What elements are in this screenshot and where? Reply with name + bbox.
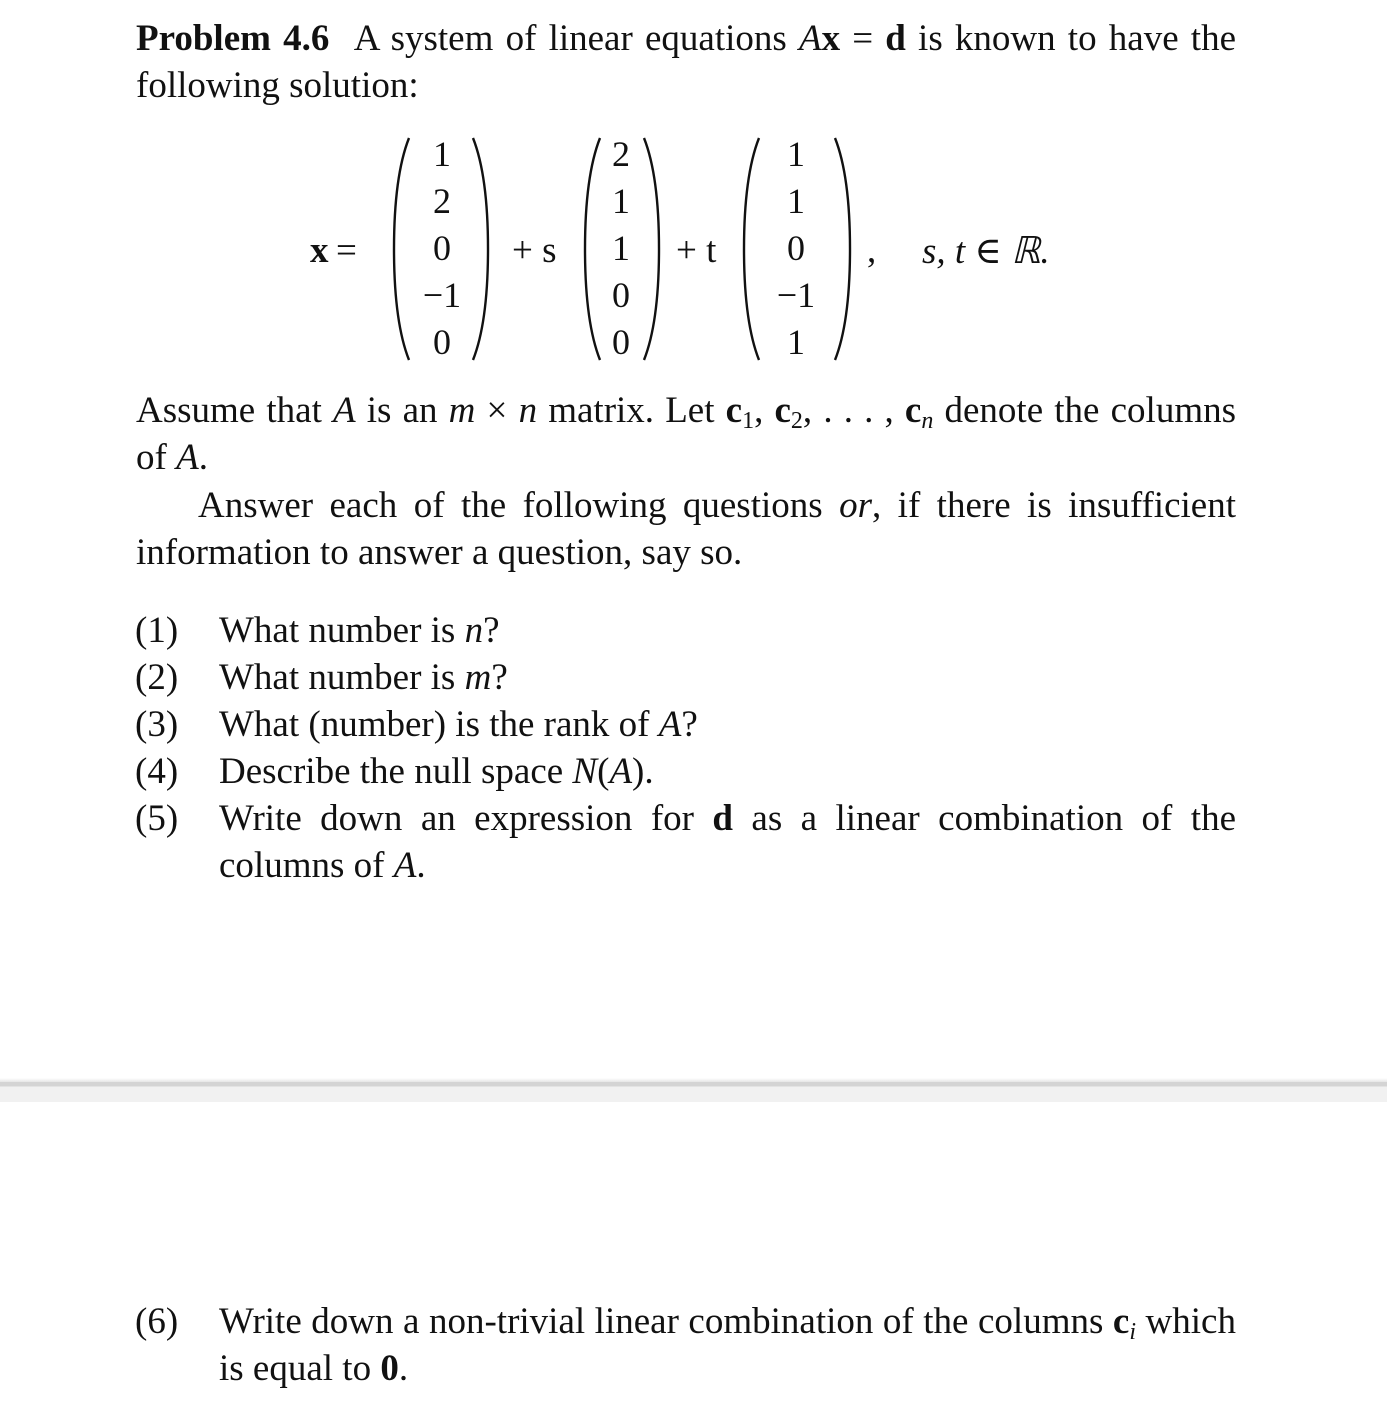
- right-paren: [641, 136, 661, 362]
- assumption-paragraph: Assume that A is an m × n matrix. Let $c_1$, $c_2$, . . . , $c_n$ denote the columns of A.: [136, 390, 1237, 478]
- question-number: (5): [135, 798, 179, 839]
- t-direction-vector: [742, 128, 852, 368]
- question-number: (2): [135, 657, 179, 698]
- vector-entry: 0: [433, 322, 451, 362]
- vector-entry: 1: [787, 322, 805, 362]
- vector-entry: 0: [433, 228, 451, 268]
- question-1: What number is n?: [219, 610, 500, 651]
- parameter-domain: s, t ∈ ℝ.: [922, 231, 1050, 272]
- question-5: Write down an expression for d as a linear combination of the columns of A.: [219, 798, 1236, 886]
- page-break: [0, 1082, 1387, 1102]
- s-direction-vector: [583, 128, 663, 368]
- vector-entry: 1: [612, 181, 630, 221]
- problem-label: Problem 4.6: [136, 18, 330, 59]
- vector-entry: 1: [433, 134, 451, 174]
- vector-entry: 2: [612, 134, 630, 174]
- question-3: What (number) is the rank of A?: [219, 704, 698, 745]
- vector-entry: 0: [612, 275, 630, 315]
- solution-equation: [0, 128, 1387, 368]
- right-paren: [470, 136, 490, 362]
- question-4: Describe the null space N(A).: [219, 751, 654, 792]
- instructions-paragraph: Answer each of the following questions or, if there is insufficient information to answer a question, say so.: [136, 485, 1236, 573]
- question-2: What number is m?: [219, 657, 508, 698]
- question-6: Write down a non-trivial linear combination of the columns $c_i$ which is equal to 0.: [219, 1301, 1236, 1389]
- x-vector-label: x: [310, 230, 329, 271]
- right-paren: [832, 136, 852, 362]
- vector-entry: 2: [433, 181, 451, 221]
- plus-t-term: + t: [676, 230, 717, 271]
- vector-entry: 1: [612, 228, 630, 268]
- vector-entry: 0: [787, 228, 805, 268]
- vector-entry: 0: [612, 322, 630, 362]
- vector-entry: 1: [787, 134, 805, 174]
- equals-sign: =: [336, 230, 357, 271]
- question-number: (1): [135, 610, 179, 651]
- vector-entry: 1: [787, 181, 805, 221]
- plus-s-term: + s: [512, 230, 557, 271]
- vector-entry: −1: [422, 275, 462, 315]
- question-number: (4): [135, 751, 179, 792]
- particular-vector: [392, 128, 496, 368]
- question-number: (6): [135, 1301, 179, 1342]
- vector-entry: −1: [776, 275, 816, 315]
- question-number: (3): [135, 704, 179, 745]
- problem-statement: Problem 4.6 A system of linear equations Ax = d is known to have the following solution:: [136, 18, 1236, 106]
- trailing-comma: ,: [867, 230, 877, 271]
